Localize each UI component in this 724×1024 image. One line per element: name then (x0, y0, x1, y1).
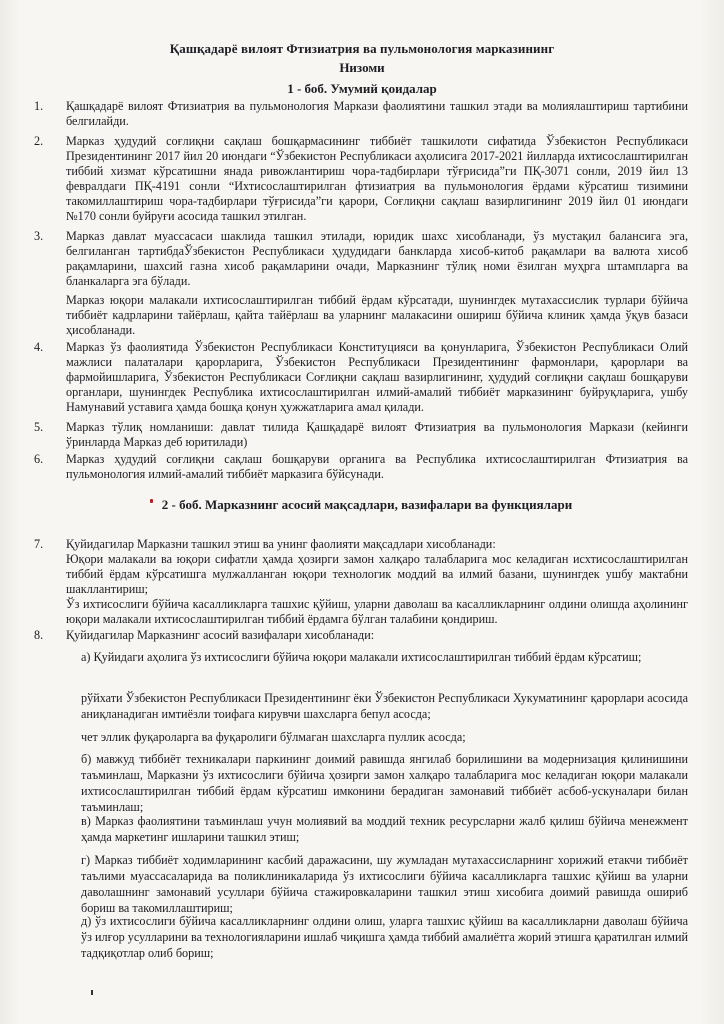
subparagraph-b: б) мавжуд тиббиёт техникалари паркининг доимий равишда янгилаб борилишини ва модернизация қилинишини таъминлаш, Марказни ўз ихтисослиги бўйича ҳозирги замон халқаро талабларига мос келадиган юқори малакали ихтисослаштирилган тиббий ёрдам кўрсатиш имконини берадиган замонавий тиббиёт асбоб-ускуналари билан таъминлаш; (81, 752, 688, 814)
document-subtitle: Низоми (339, 60, 385, 75)
paragraph: Юқори малакали ва юқори сифатли ҳамда ҳозирги замон халқаро талабларига мос келадиган исхтисослаштирилган тиббий ёрдам кўрсатишга мулжалланган юқори технологик моддий ва илмий базани, шунингдек ушбу мактабни шакллантириш; (66, 552, 688, 596)
item-number: 1. (34, 99, 44, 113)
chapter-2-heading: 2 - боб. Марказнинг асосий мақсадлари, вазифалари ва функциялари (161, 497, 573, 512)
document-title: Қашқадарё вилоят Фтизиатрия ва пульмонология марказининг (169, 41, 555, 56)
margin-mark (91, 990, 93, 995)
paragraph: Марказ ҳудудий соғлиқни сақлаш бошқармасининг тиббиёт ташкилоти сифатида Ўзбекистон Республикаси Президентининг 2017 йил 20 июндаги “Ўзбекистон Республикаси аҳолисига 2017-2021 йилларда ихтисослаштирилган тиббий хизмат кўрсатишни янада ривожлантириш чора-тадбирлари тўғрисида”ги ПҚ-3071 сонли, 2019 йил 13 февралдаги ПҚ-4191 сонли “Ихтисослаштирилган фтизиатрия ва пульмонология ёрдами кўрсатиш тизимини такомиллаштириш чора-тадбирлари тўғрисида”ги қарори, Соғлиқни сақлаш вазирлигининг 2019 йил 01 июндаги №170 сонли буйруғи асосида ташкил этилган. (66, 134, 688, 223)
item-number: 6. (34, 452, 44, 466)
subparagraph-a: а) Қуйидаги аҳолига ўз ихтисослиги бўйича юқори малакали ихтисослаштирилган тиббий ёрдам кўрсатиш; (81, 650, 642, 664)
item-number: 7. (34, 537, 44, 551)
subparagraph: рўйхати Ўзбекистон Республикаси Президентининг ёки Ўзбекистон Республикаси Хукуматининг қарорлари асосида аниқланадиган имтиёзли тоифага кирувчи шахсларга бепул асосда; (81, 691, 688, 721)
chapter-1-heading: 1 - боб. Умумий қоидалар (287, 81, 437, 96)
paragraph: Марказ тўлиқ номланиши: давлат тилида Қашқадарё вилоят Фтизиатрия ва пульмонология Маркази (кейинги ўринларда Марказ деб юритилади) (66, 420, 688, 449)
subparagraph: чет эллик фуқароларга ва фуқаролиги бўлмаган шахсларга пуллик асосда; (81, 730, 466, 744)
paragraph: Марказ ҳудудий соғлиқни сақлаш бошқаруви органига ва Республика ихтисослаштирилган Фтизиатрия ва пульмонология илмий-амалий тиббиёт марказига бўйсунади. (66, 452, 688, 481)
paragraph: Қашқадарё вилоят Фтизиатрия ва пульмонология Маркази фаолиятини ташкил этади ва молиялаштириш тартибини белгилайди. (66, 99, 688, 128)
subparagraph-c: в) Марказ фаолиятини таъминлаш учун молиявий ва моддий техник ресурсларни жалб қилиш бўйича менежмент ҳамда маркетинг ишларини ташкил этиш; (81, 814, 688, 844)
item-number: 5. (34, 420, 44, 434)
subparagraph-d: г) Марказ тиббиёт ходимларининг касбий даражасини, шу жумладан мутахассисларнинг хорижий етакчи тиббиёт таълими муассасаларида ва поликлиникаларида ўз ихтисослиги бўйича касалликларга ташхис қўйиш ва уларни даволашнинг замонавий усуллари бўйича стажировкаларини ташкил этиш хисобига доимий равишда ошириб бориш ва такомиллаштириш; (81, 853, 688, 915)
paragraph: Қуйидагилар Марказни ташкил этиш ва унинг фаолияти мақсадлари хисобланади: (66, 537, 496, 551)
paragraph: Марказ давлат муассасаси шаклида ташкил этилади, юридик шахс хисобланади, ўз мустақил балансига эга, белгиланган тартибдаЎзбекистон Республикаси ҳудудидаги банкларда хисоб-китоб рақамлари ва валюта хисоб рақамларини, шахсий газна хисоб рақамларини очади, Марказнинг тўлиқ номи ёзилган муҳрга штампларга ва бланкаларга эга бўлади. (66, 229, 688, 288)
paragraph: Марказ юқори малакали ихтисослаштирилган тиббий ёрдам кўрсатади, шунингдек мутахассислик турлари бўйича тиббиёт кадрларини тайёрлаш, қайта тайёрлаш ва уларнинг малакасини ошириш бўйича клиник ҳамда ўқув базаси ҳисобланади. (66, 293, 688, 337)
item-number: 8. (34, 628, 44, 642)
subparagraph-e: д) ўз ихтисослиги бўйича касалликларнинг олдини олиш, уларга ташхис қўйиш ва касалликларни даволаш бўйича ўз илғор усулларини ва технологияларини ишлаб чиқишга ҳамда тиббий амалиётга жорий этишга қаратилган илмий тадқиқотлар олиб бориш; (81, 914, 688, 960)
paragraph: Ўз ихтисослиги бўйича касалликларга ташхис қўйиш, уларни даволаш ва касалликларнинг олдини олишда аҳолининг юқори малакали ихтисослаштирилган тиббий ёрдамга бўлган талабини қондириш. (66, 597, 688, 626)
item-number: 3. (34, 229, 44, 243)
paragraph: Марказ ўз фаолиятида Ўзбекистон Республикаси Конституцияси ва қонунларига, Ўзбекистон Республикаси Олий мажлиси палаталари қарорларига, Ўзбекистон Республикаси Президентининг фармонлари, қарорлари ва фармойишларига, Ўзбекистон Республикаси Соғлиқни сақлаш вазирлигининг, ҳудудий соғлиқни сақлаш бошқаруви органлари, шунингдек Республика ихтисослаштирилган илмий-амалий тиббиёт марказининг буйруқларига, ушбу Намунавий уставига ҳамда бошқа қонун ҳужжатларига амал қилади. (66, 340, 688, 414)
paragraph: Қуйидагилар Марказнинг асосий вазифалари хисобланади: (66, 628, 375, 642)
item-number: 4. (34, 340, 44, 354)
item-number: 2. (34, 134, 44, 148)
